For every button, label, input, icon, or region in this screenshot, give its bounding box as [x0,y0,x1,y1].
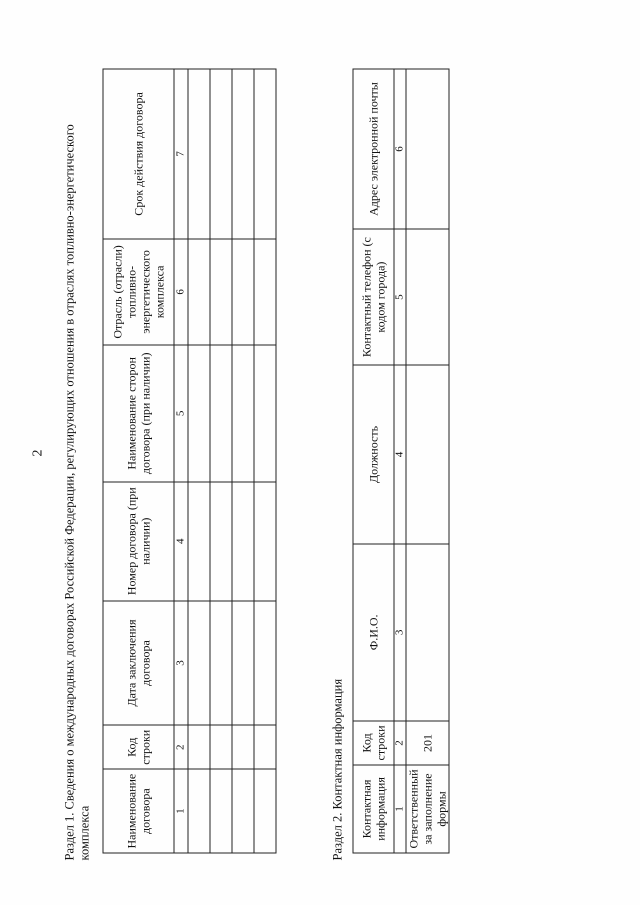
col-number: 6 [394,69,406,229]
col-header-email: Адрес электронной почты [353,69,394,229]
col-header-position: Должность [353,365,394,543]
table-cell [406,69,449,229]
col-header-term: Срок действия договора [103,69,174,239]
table-cell [232,769,254,853]
page-number: 2 [30,449,45,456]
col-number: 1 [394,764,406,852]
col-number: 3 [394,543,406,720]
table-cell [210,725,232,769]
table-cell [254,725,276,769]
table-row [406,69,449,853]
table-cell [188,769,210,853]
col-header-code: Код строки [103,725,174,769]
col-number: 4 [174,481,188,600]
table-cell [188,238,210,344]
table-cell [188,69,210,239]
table-row [232,69,254,853]
table-row [254,69,276,853]
col-header-code: Код строки [353,720,394,764]
col-header-fio: Ф.И.О. [353,543,394,720]
col-number: 5 [394,229,406,365]
col-header-contact: Контактная информация [353,764,394,852]
table-cell [406,365,449,543]
col-header-date: Дата заключения договора [103,600,174,725]
table-cell [254,69,276,239]
table-cell [188,600,210,725]
table-cell [232,69,254,239]
table-header-row [353,69,394,853]
contracts-table [102,68,276,853]
table-cell [210,600,232,725]
table-header-row [103,69,174,853]
row-label-responsible: Ответственный за заполнение формы [406,764,449,852]
col-number: 6 [174,238,188,344]
table-cell [232,725,254,769]
col-header-number: Номер договора (при наличии) [103,481,174,600]
table-cell [254,344,276,481]
row-code: 201 [406,720,449,764]
table-cell [232,238,254,344]
table-cell [210,344,232,481]
column-number-row [174,69,188,853]
section2-title: Раздел 2. Контактная информация [330,678,344,860]
col-number: 4 [394,365,406,543]
section1-title: Раздел 1. Сведения о международных договорах Российской Федерации, регулирующих отношения в отраслях топливно-энергетического комплекса [62,123,91,860]
table-cell [406,229,449,365]
col-number: 3 [174,600,188,725]
table-cell [210,481,232,600]
table-cell [232,600,254,725]
contacts-table [352,68,449,853]
table-cell [254,481,276,600]
table-cell [210,69,232,239]
col-header-industry: Отрасль (отрасли) топливно-энергетического комплекса [103,238,174,344]
table-cell [210,769,232,853]
table-row [188,69,210,853]
table-cell [188,344,210,481]
table-cell [254,238,276,344]
col-number: 1 [174,769,188,853]
col-number: 2 [394,720,406,764]
col-number: 7 [174,69,188,239]
table-cell [254,600,276,725]
col-header-phone: Контактный телефон (с кодом города) [353,229,394,365]
col-header-parties: Наименование сторон договора (при наличии) [103,344,174,481]
table-cell [210,238,232,344]
table-cell [188,725,210,769]
table-cell [232,481,254,600]
table-cell [232,344,254,481]
table-cell [188,481,210,600]
col-number: 2 [174,725,188,769]
table-row [210,69,232,853]
column-number-row [394,69,406,853]
col-header-name: Наименование договора [103,769,174,853]
table-cell [254,769,276,853]
table-cell [406,543,449,720]
col-number: 5 [174,344,188,481]
